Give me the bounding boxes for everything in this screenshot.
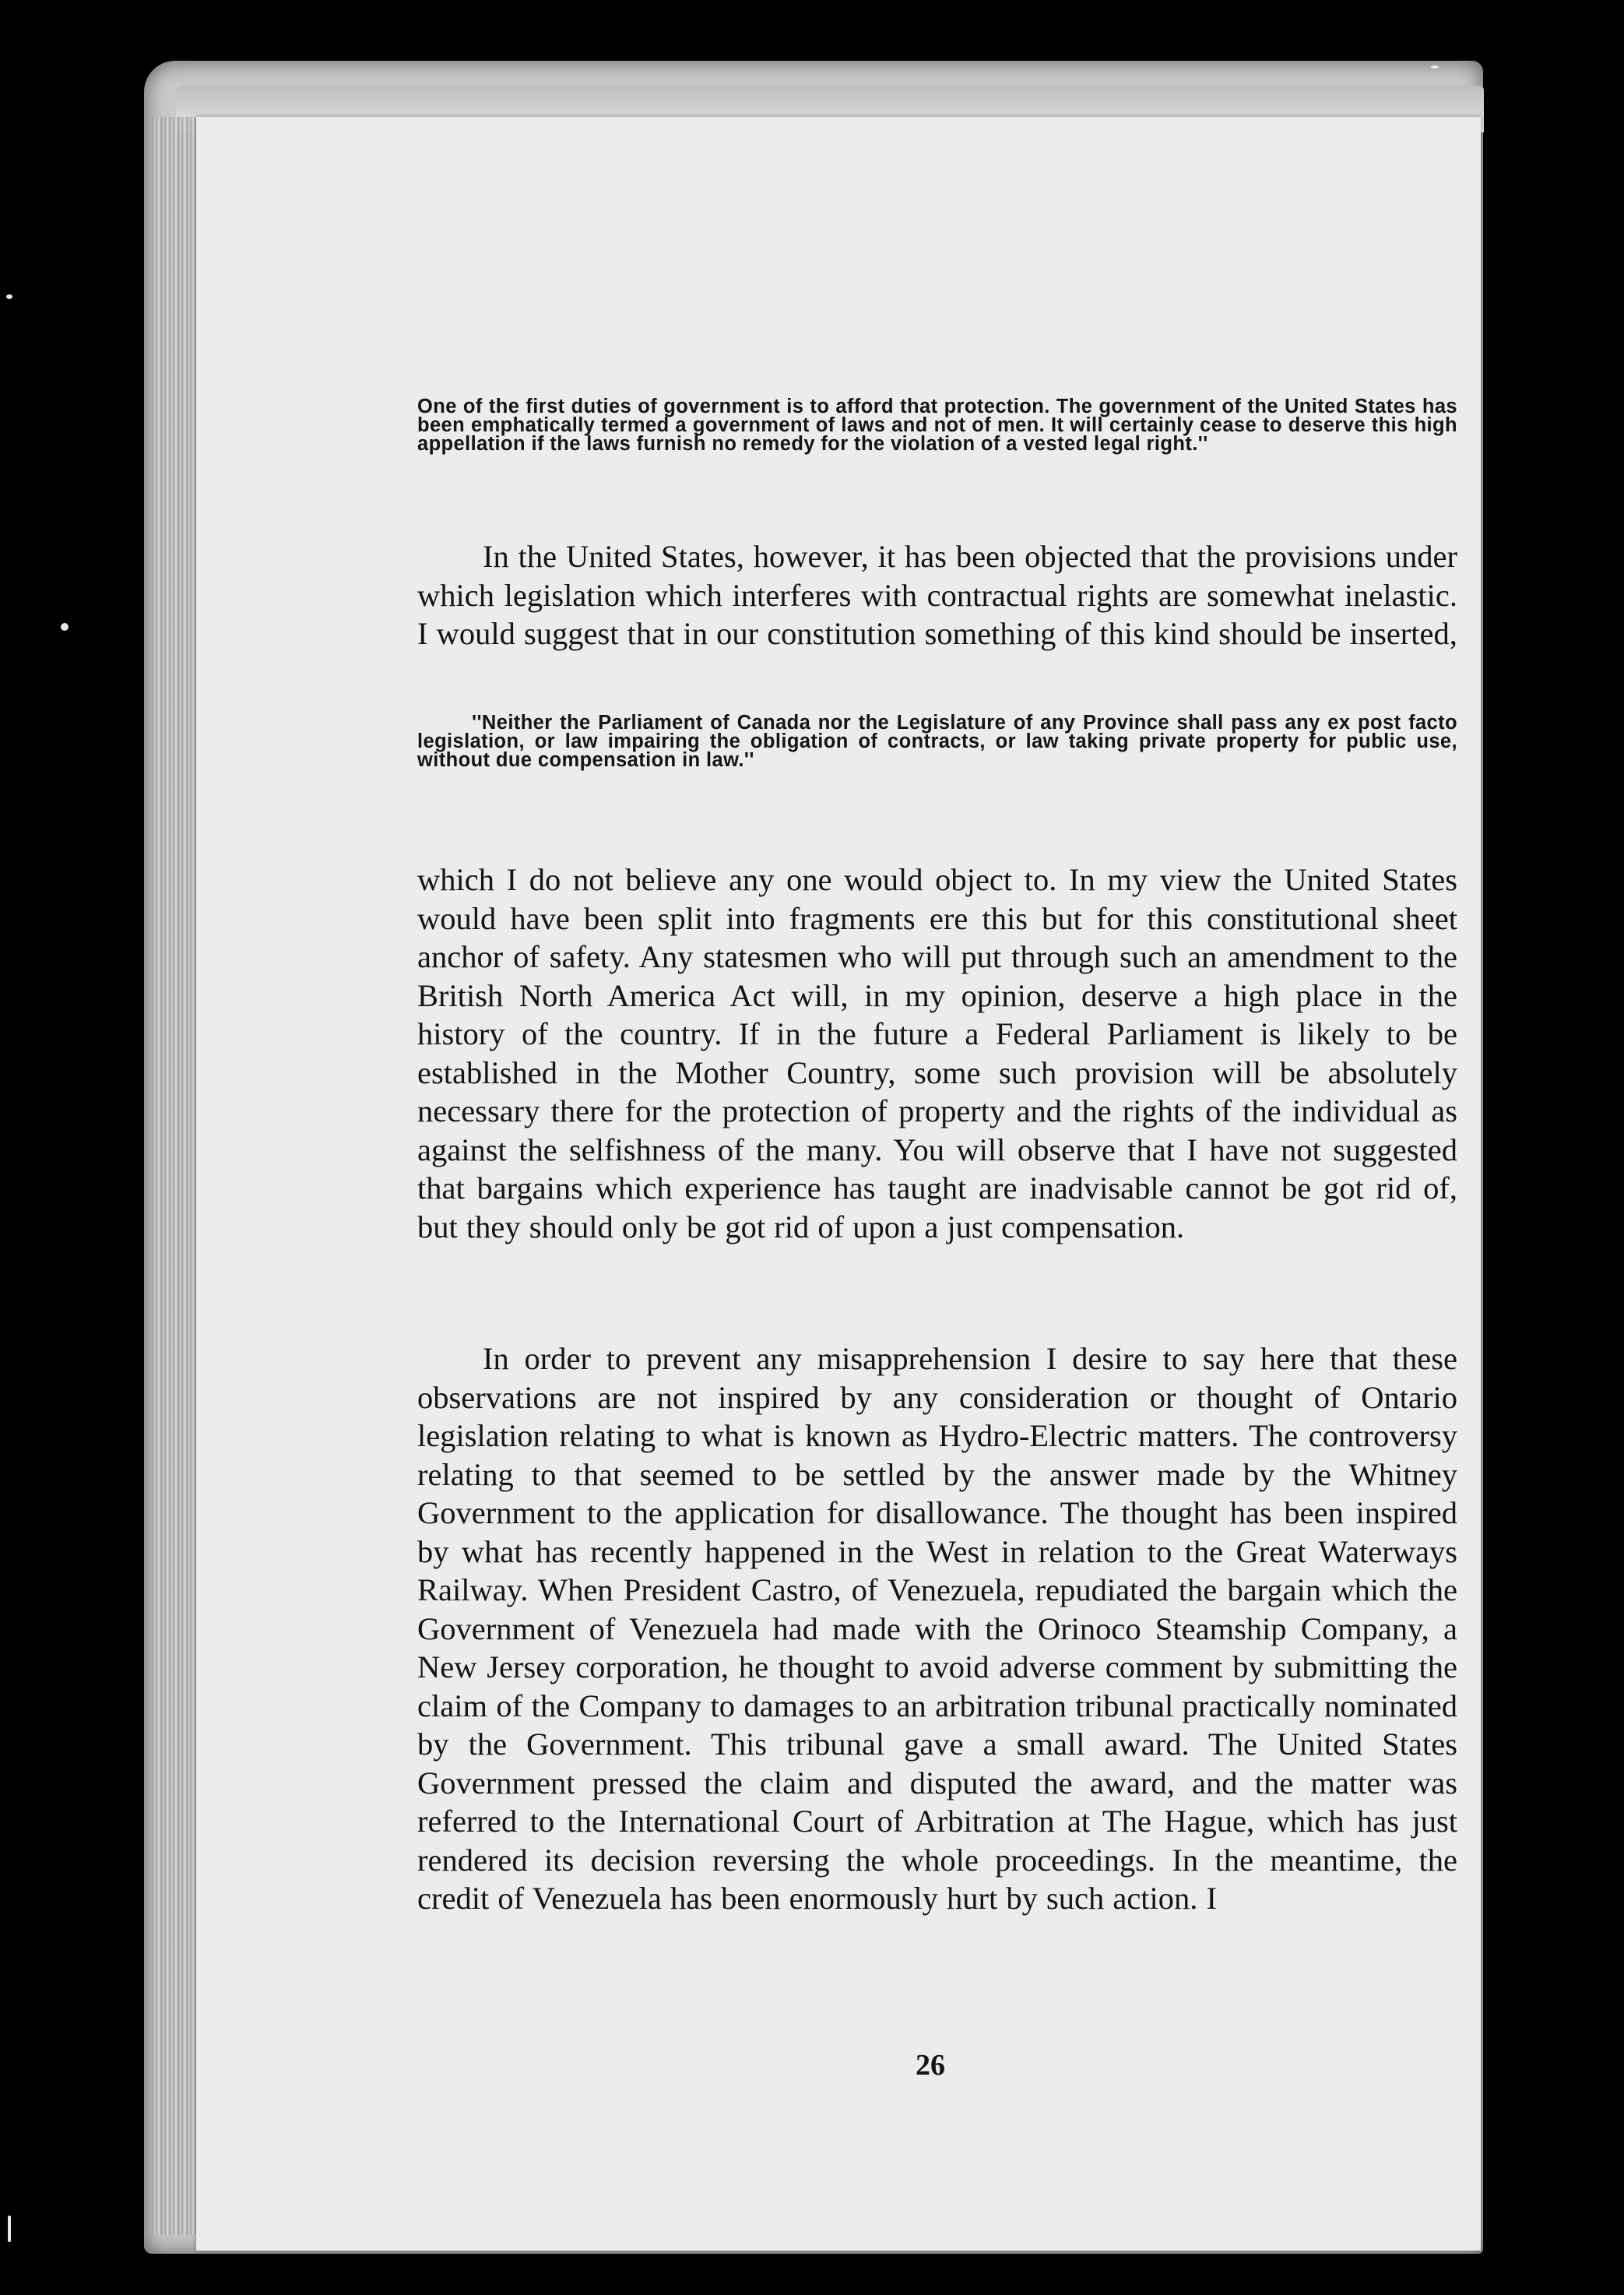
- page-number: 26: [916, 2049, 945, 2082]
- scan-speck: [6, 294, 12, 299]
- body-paragraph-3: In order to prevent any misapprehension I desire to say here that these observations are not inspired by any consideration or thought of Ontario legislation relating to what is known as Hydro-Electric matters. The controversy relating to that seemed to be settled by the answer made by the Whitney Government to the application for disallowance. The thought has been inspired by what has recently happened in the West in relation to the Great Waterways Railway. When President Castro, of Venezuela, repudiated the bargain which the Government of Venezuela had made with the Orinoco Steamship Company, a New Jersey corporation, he thought to avoid adverse comment by submitting the claim of the Company to damages to an arbitration tribunal practically nominated by the Government. This tribunal gave a small award. The United States Government pressed the claim and disputed the award, and the matter was referred to the International Court of Arbitration at The Hague, which has just rendered its decision reversing the whole proceedings. In the meantime, the credit of Venezuela has been enormously hurt by such action. I: [417, 1341, 1457, 1916]
- scan-speck: [1431, 65, 1439, 69]
- body-paragraph-2: which I do not believe any one would object to. In my view the United States would have been split into fragments ere this but for this constitutional sheet anchor of safety. Any statesmen who will put through such an amendment to the British North America Act will, in my opinion, deserve a high place in the history of the country. If in the future a Federal Parliament is likely to be established in the Mother Country, some such provision will be absolutely necessary there for the protection of property and the rights of the individual as against the selfishness of the many. You will observe that I have not suggested that bargains which experience has taught are inadvisable cannot be got rid of, but they should only be got rid of upon a just compensation.: [417, 862, 1457, 1244]
- paragraph-block-3: [417, 1339, 1457, 1918]
- quote-text-2: ''Neither the Parliament of Canada nor the Legislature of any Province shall pass any ex post facto legislation, or law impairing the obligation of contracts, or law taking private property for public use, without due compensation in law.'': [417, 712, 1457, 771]
- paragraph-block-2: [417, 861, 1457, 1246]
- quote-text-1: One of the first duties of government is to afford that protection. The government of the United States has been emphatically termed a government of laws and not of men. It will certainly cease to deserve this high appellation if the laws furnish no remedy for the violation of a vested legal right.'': [417, 396, 1457, 455]
- scan-speck: [61, 623, 69, 631]
- scan-speck: [8, 2216, 11, 2242]
- paragraph-block-1: [417, 537, 1457, 653]
- body-paragraph-1: In the United States, however, it has been objected that the provisions under which legislation which interferes with contractual rights are somewhat inelastic. I would suggest that in our constitution something of this kind should be inserted,: [417, 539, 1457, 651]
- quote-block-2: [417, 713, 1457, 769]
- page-edges: [153, 117, 199, 2235]
- quote-block-1: [417, 397, 1457, 453]
